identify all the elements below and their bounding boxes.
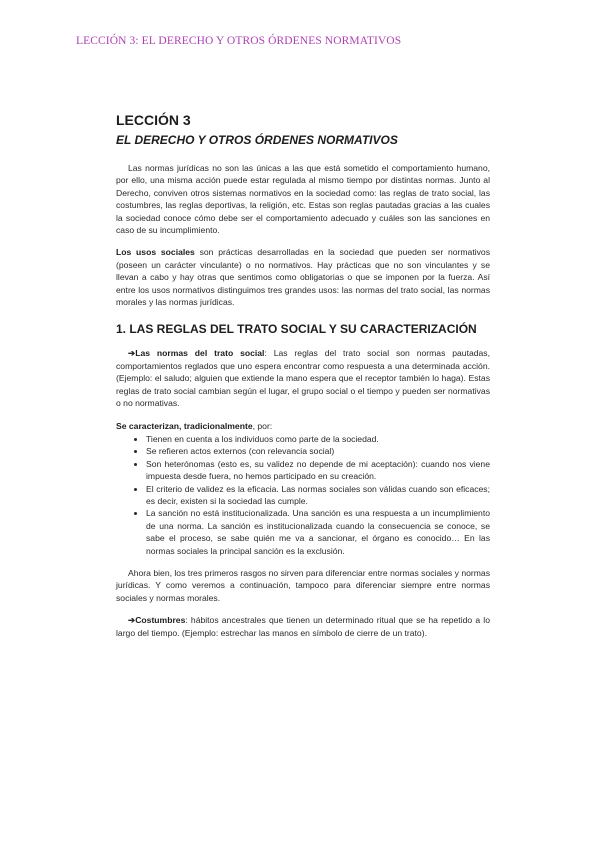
- list-item: • Son heterónomas (esto es, su validez no depende de mi aceptación): cuando nos viene impuesta desde fuera, no hemos participado en su creación.: [146, 458, 490, 483]
- usos-sociales-text: son prácticas desarrolladas en la sociedad que pueden ser normativos (poseen un carácter vinculante) o no normativos. Hay prácticas que no son vinculantes y se llevan a cabo y hay otras que sentimos como obligatorias o que se imponen por la fuerza. Así entre los usos normativos distinguimos tres grandes usos: las normas del trato social, las normas morales y las normas jurídicas.: [116, 247, 490, 308]
- list-item: • La sanción no está institucionalizada. Una sanción es una respuesta a un incumplimiento de una norma. La sanción es institucionalizada cuando la consecuencia se conoce, se sabe el proceso, se sabe quién me va a sancionar, el órgano es conocido… En las normas sociales la principal sanción es la exclusión.: [146, 507, 490, 557]
- list-item: • El criterio de validez es la eficacia. Las normas sociales son válidas cuando son eficaces; es decir, existen si la sociedad las cumple.: [146, 483, 490, 508]
- normas-trato-social-paragraph: [116, 347, 490, 409]
- list-item: • Se refieren actos externos (con relevancia social): [146, 445, 490, 457]
- usos-sociales-paragraph: [116, 246, 490, 308]
- list-item: • Tienen en cuenta a los individuos como parte de la sociedad.: [146, 433, 490, 445]
- document-body: [116, 112, 490, 649]
- section-title: 1. LAS REGLAS DEL TRATO SOCIAL Y SU CARACTERIZACIÓN: [116, 322, 477, 337]
- costumbres-text: : hábitos ancestrales que tienen un determinado ritual que se ha repetido a lo largo del tiempo. (Ejemplo: estrechar las manos en símbolo de cierre de un trato).: [116, 615, 490, 638]
- arrow-right-icon: ➔: [128, 615, 136, 626]
- running-header: LECCIÓN 3: EL DERECHO Y OTROS ÓRDENES NORMATIVOS: [76, 35, 402, 47]
- conclusion-paragraph: Ahora bien, los tres primeros rasgos no sirven para diferenciar entre normas sociales y normas jurídicas. Y como veremos a continuación, tampoco para diferenciar siempre entre normas sociales y normas morales.: [116, 567, 490, 603]
- usos-sociales-term: Los usos sociales: [116, 247, 195, 258]
- intro-paragraph: Las normas jurídicas no son las únicas a las que está sometido el comportamiento humano, por ello, una misma acción puede estar regulada al mismo tiempo por distintas normas. Junto al Derecho, conviven otros sistemas normativos en la sociedad como: las reglas de trato social, las costumbres, las reglas deportivas, la religión, etc. Estas son reglas pautadas gracias a las cuales la sociedad conoce cómo debe ser el comportamiento adecuado y cuáles son las sanciones en caso de su incumplimiento.: [116, 163, 490, 236]
- lesson-title: EL DERECHO Y OTROS ÓRDENES NORMATIVOS: [116, 133, 398, 147]
- costumbres-term: Costumbres: [135, 615, 186, 626]
- characterization-intro: [116, 420, 490, 432]
- normas-trato-social-text: : Las reglas del trato social son normas pautadas, comportamientos reglados que uno espera encontrar como respuesta a una determinada acción. (Ejemplo: el saludo; alguien que extiende la mano espera que el receptor también lo haga). Estas reglas de trato social cambian según el lugar, el grupo social o el tiempo y pueden ser normativas o no normativas.: [116, 348, 490, 409]
- lesson-number: LECCIÓN 3: [116, 112, 191, 128]
- characterization-term: Se caracterizan, tradicionalmente: [116, 420, 253, 431]
- characteristics-list: [116, 433, 490, 557]
- arrow-right-icon: ➔: [128, 348, 136, 359]
- costumbres-paragraph: [116, 614, 490, 639]
- characterization-suffix: , por:: [252, 420, 273, 431]
- normas-trato-social-term: Las normas del trato social: [135, 348, 265, 359]
